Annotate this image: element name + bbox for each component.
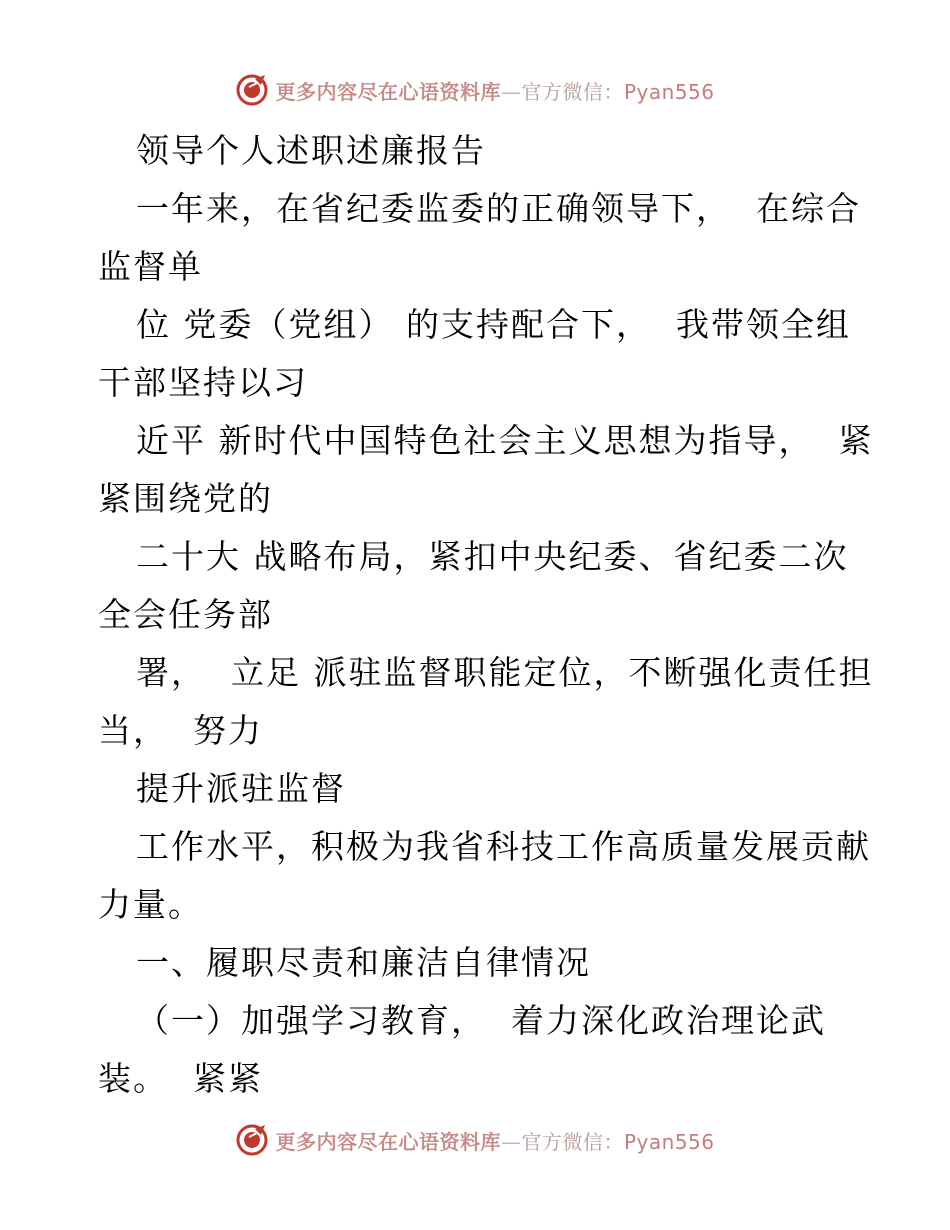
- footer-watermark: [0, 1120, 950, 1160]
- section-heading: 一、履职尽责和廉洁自律情况: [136, 943, 591, 982]
- watermark-separator: —: [500, 79, 522, 104]
- body-line: 一年来，在省纪委监委的正确领导下， 在综合: [136, 189, 861, 228]
- body-line: 装。 紧紧: [98, 1059, 263, 1098]
- red-pen-seal-icon: [235, 73, 269, 107]
- body-line: 提升派驻监督: [136, 769, 346, 808]
- body-line: 署， 立足 派驻监督职能定位，不断强化责任担: [136, 653, 874, 692]
- body-line: 监督单: [98, 247, 203, 286]
- watermark-wechat-id: Pyan556: [623, 79, 715, 104]
- watermark-site: 更多内容尽在心语资料库: [275, 1129, 501, 1154]
- body-line: 工作水平，积极为我省科技工作高质量发展贡献: [136, 827, 871, 866]
- watermark-site: 更多内容尽在心语资料库: [275, 79, 501, 104]
- body-line: 位 党委（党组） 的支持配合下， 我带领全组: [136, 305, 851, 344]
- watermark-wechat-label: 官方微信：: [521, 1129, 624, 1154]
- watermark-text: [275, 1126, 714, 1155]
- red-pen-seal-icon: [235, 1123, 269, 1157]
- body-line: 全会任务部: [98, 595, 273, 634]
- body-line: 干部坚持以习: [98, 363, 308, 402]
- body-line: 二十大 战略布局，紧扣中央纪委、省纪委二次: [136, 537, 849, 576]
- body-line: 紧围绕党的: [98, 479, 273, 518]
- watermark-text: [275, 76, 714, 105]
- watermark-wechat-id: Pyan556: [623, 1129, 715, 1154]
- watermark-wechat-label: 官方微信：: [521, 79, 624, 104]
- watermark-separator: —: [500, 1129, 522, 1154]
- subsection-heading: （一）加强学习教育， 着力深化政治理论武: [136, 1001, 826, 1040]
- body-line: 力量。: [98, 885, 203, 924]
- header-watermark: [0, 70, 950, 110]
- document-title: 领导个人述职述廉报告: [136, 131, 486, 170]
- body-line: 当， 努力: [98, 711, 263, 750]
- body-line: 近平 新时代中国特色社会主义思想为指导， 紧: [136, 421, 874, 460]
- document-body: [98, 122, 874, 1108]
